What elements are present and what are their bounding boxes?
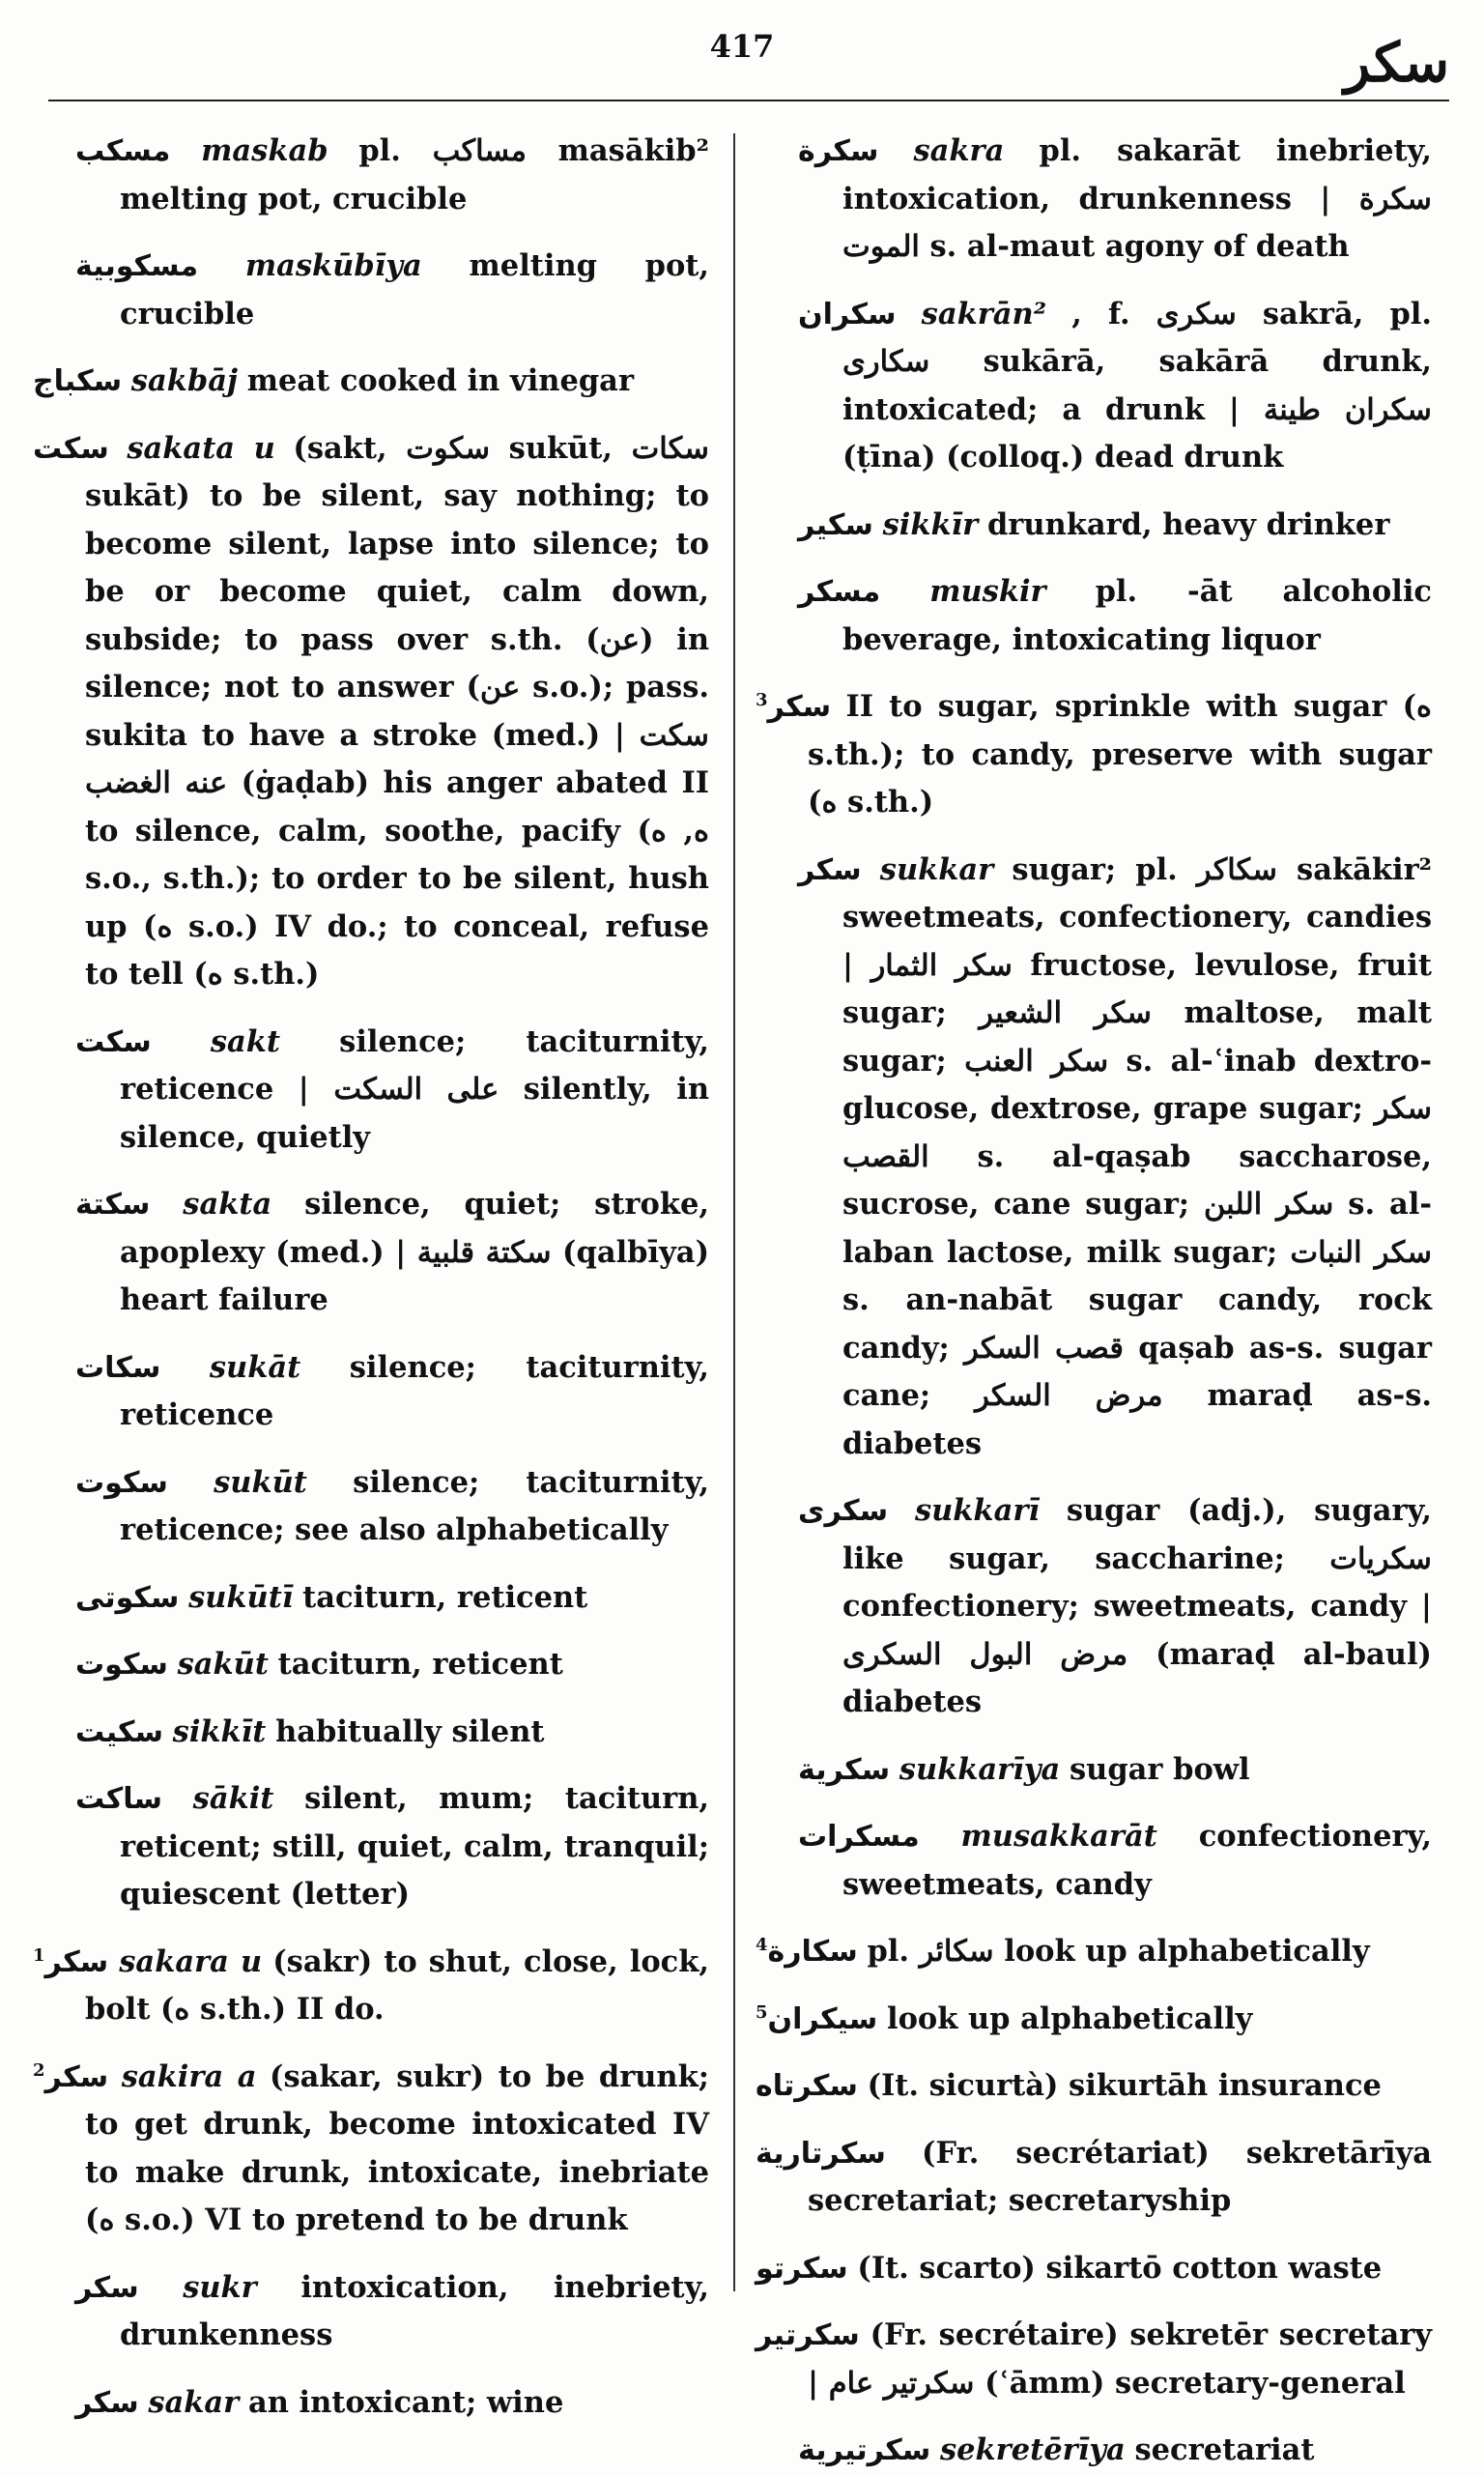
definition: pl. sakarāt inebriety, intoxication, drunkenness | سكرة الموت s. al-maut agony of death [842, 133, 1432, 264]
dictionary-entry [33, 1019, 709, 1163]
arabic-headword: مسكر [798, 575, 881, 609]
arabic-headword: سكرية [798, 1752, 891, 1787]
arabic-headword: سكارة [767, 1935, 858, 1969]
arabic-headword: سكرى [798, 1494, 889, 1528]
definition: (It. scarto) sikartō cotton waste [857, 2250, 1383, 2286]
page-number: 417 [709, 28, 775, 65]
dictionary-entry [756, 1996, 1432, 2044]
transliteration: sakta [183, 1187, 272, 1222]
definition: taciturn, reticent [302, 1579, 588, 1615]
dictionary-entry [756, 1928, 1432, 1976]
dictionary-entry [756, 2130, 1432, 2226]
right-column [756, 128, 1433, 2467]
definition: an intoxicant; wine [247, 2384, 564, 2420]
transliteration: sakar [148, 2384, 240, 2420]
homonym-number: 2 [33, 2059, 45, 2081]
arabic-headword: سكوت [75, 1465, 168, 1500]
arabic-headword: سكوتى [75, 1580, 180, 1615]
definition: II to sugar, sprinkle with sugar (ه s.th.); to candy, preserve with sugar (ه s.th.) [808, 689, 1432, 820]
header-rule [48, 100, 1449, 101]
transliteration: sukāt [209, 1349, 301, 1385]
dictionary-entry [756, 2062, 1432, 2111]
arabic-headword: سكرتير [756, 2318, 860, 2352]
dictionary-entry [33, 1459, 709, 1555]
transliteration: sakra [913, 133, 1005, 168]
arabic-headword: سكرتو [756, 2251, 848, 2286]
dictionary-entry [33, 243, 709, 338]
transliteration: sikkīt [172, 1713, 267, 1749]
transliteration: musakkarāt [960, 1819, 1157, 1854]
definition: confectionery, sweetmeats, candy [842, 1819, 1432, 1902]
arabic-headword: مسكوبية [75, 249, 199, 283]
dictionary-entry [756, 1487, 1432, 1727]
definition: (sakr) to shut, close, lock, bolt (ه s.th.) II do. [85, 1943, 709, 2027]
definition: (sakt, سكوت sukūt, سكات sukāt) to be silent, say nothing; to become silent, lapse into silence; to be or become quiet, calm down, subside; to pass over s.th. (عن) in silence; not to answer (عن s.o.); pass. sukita to have a stroke (med.) | سكت عنه الغضب (ġaḍab) his anger abated II to silence, calm, soothe, pacify (ه, ه s.o., s.th.); to order to be silent, hush up (ه s.o.) IV do.; to conceal, refuse to tell (ه s.th.) [85, 430, 709, 992]
definition: habitually silent [275, 1713, 545, 1749]
arabic-headword: سكر [75, 2270, 139, 2305]
transliteration: sukkarīya [899, 1751, 1061, 1787]
definition: (Fr. secrétariat) sekretārīya secretariat; secretaryship [808, 2135, 1432, 2218]
definition: taciturn, reticent [277, 1647, 563, 1682]
definition: drunkard, heavy drinker [986, 506, 1390, 542]
transliteration: sakt [210, 1023, 281, 1059]
definition: look up alphabetically [886, 2000, 1253, 2036]
definition: intoxication, inebriety, drunkenness [120, 2269, 710, 2352]
definition: pl. سكائر look up alphabetically [867, 1934, 1370, 1969]
dictionary-entry [756, 683, 1432, 827]
definition: silent, mum; taciturn, reticent; still, quiet, calm, tranquil; quiescent (letter) [120, 1781, 709, 1912]
dictionary-entry [33, 1775, 709, 1919]
definition: , f. سكرى sakrā, pl. سكارى sukārā, sakārā drunk, intoxicated; a drunk | سكران طينة (ṭīna) (colloq.) dead drunk [842, 296, 1432, 475]
page-header [0, 0, 1484, 101]
arabic-headword: سكتة [75, 1188, 151, 1222]
definition: (Fr. secrétaire) sekretēr secretary | سكرتير عام (ʿāmm) secretary-general [808, 2317, 1433, 2401]
dictionary-entry [33, 1709, 709, 1757]
arabic-headword: سكر [44, 1944, 109, 1979]
transliteration: maskūbīya [244, 248, 422, 283]
definition: sugar bowl [1070, 1751, 1250, 1787]
dictionary-entry [33, 1574, 709, 1623]
dictionary-entry [33, 1939, 709, 2034]
left-column [33, 128, 710, 2420]
arabic-headword: سكرتيرية [798, 2433, 931, 2467]
transliteration: muskir [929, 574, 1046, 609]
transliteration: sukūtī [188, 1579, 294, 1615]
arabic-headword: سكر [75, 2385, 139, 2420]
arabic-headword: سكيت [75, 1714, 163, 1749]
dictionary-entry [33, 2264, 709, 2360]
definition: sugar (adj.), sugary, like sugar, saccharine; سكريات confectionery; sweetmeats, candy | مرض البول السكرى (maraḍ al-baul) diabetes [842, 1493, 1432, 1719]
arabic-headword: سكرة [798, 134, 879, 168]
dictionary-entry [756, 2245, 1432, 2293]
dictionary-entry [756, 1813, 1432, 1909]
transliteration: sākit [192, 1781, 274, 1816]
definition: pl. -āt alcoholic beverage, intoxicating liquor [842, 574, 1432, 657]
transliteration: sakira a [121, 2058, 257, 2094]
dictionary-entry [33, 1181, 709, 1325]
transliteration: sukūt [214, 1464, 307, 1500]
dictionary-entry [33, 128, 709, 223]
definition: secretariat [1134, 2432, 1315, 2467]
dictionary-entry [756, 847, 1432, 1469]
homonym-number: 5 [756, 2001, 768, 2023]
definition: meat cooked in vinegar [246, 363, 635, 398]
homonym-number: 1 [33, 1944, 45, 1966]
transliteration: sukkar [879, 851, 994, 887]
definition: sugar; pl. سكاكر sakākir² sweetmeats, confectionery, candies | سكر الثمار fructose, levulose, fruit sugar; سكر الشعير maltose, malt sugar; سكر العنب s. al-ʿinab dextro-glucose, dextrose, grape sugar; سكر القصب s. al-qaṣab saccharose, sucrose, cane sugar; سكر اللبن s. al-laban lactose, milk sugar; سكر النبات s. an-nabāt sugar candy, rock candy; قصب السكر qaṣab as-s. sugar cane; مرض السكر maraḍ as-s. diabetes [842, 851, 1432, 1461]
arabic-headword: سكير [798, 507, 873, 542]
arabic-headword: سيكران [767, 2001, 878, 2036]
transliteration: maskab [201, 133, 328, 168]
dictionary-entry [756, 1746, 1432, 1795]
dictionary-entry [33, 2379, 709, 2428]
dictionary-entry [756, 2312, 1432, 2407]
arabic-headword: سكر [44, 2059, 109, 2094]
definition: (It. sicurtà) sikurtāh insurance [867, 2068, 1382, 2103]
arabic-headword: سكت [75, 1024, 152, 1059]
arabic-headword: ساكت [75, 1782, 162, 1816]
dictionary-entry [33, 1344, 709, 1440]
transliteration: sakūt [177, 1647, 269, 1682]
homonym-number: 3 [756, 689, 768, 710]
transliteration: sakata u [127, 430, 275, 466]
arabic-headword: مسكرات [798, 1820, 920, 1854]
arabic-headword: سكر [798, 852, 862, 887]
dictionary-entry [33, 2054, 709, 2245]
arabic-headword: سكات [75, 1350, 161, 1385]
definition: (sakar, sukr) to be drunk; to get drunk, become intoxicated IV to make drunk, intoxicate, inebriate (ه s.o.) VI to pretend to be drunk [85, 2058, 710, 2237]
arabic-headword: سكرتاه [756, 2069, 858, 2103]
definition: silence, quiet; stroke, apoplexy (med.) | سكتة قلبية (qalbīya) heart failure [120, 1187, 709, 1317]
definition: silence; taciturnity, reticence | على السكت silently, in silence, quietly [120, 1023, 710, 1155]
running-headword: سكر [1344, 31, 1449, 95]
dictionary-entry [756, 128, 1432, 272]
transliteration: sikkīr [882, 506, 979, 542]
transliteration: sukr [183, 2269, 257, 2305]
definition: silence; taciturnity, reticence; see also alphabetically [120, 1464, 709, 1547]
dictionary-entry [756, 568, 1432, 664]
transliteration: sekretērīya [939, 2432, 1126, 2467]
dictionary-entry [756, 502, 1432, 550]
arabic-headword: سكت [33, 431, 109, 466]
definition: silence; taciturnity, reticence [120, 1349, 709, 1432]
arabic-headword: سكباج [33, 364, 123, 398]
dictionary-entry [33, 1641, 709, 1689]
transliteration: sakara u [119, 1943, 263, 1979]
dictionary-entry [33, 358, 709, 406]
arabic-headword: سكرتارية [756, 2136, 886, 2171]
dictionary-entry [756, 2427, 1432, 2475]
definition: pl. مساكب masākib² melting pot, crucible [120, 133, 709, 216]
transliteration: sukkarī [914, 1493, 1040, 1528]
definition: melting pot, crucible [120, 248, 710, 331]
arabic-headword: سكران [798, 297, 897, 331]
dictionary-entry [756, 291, 1432, 482]
arabic-headword: سكوت [75, 1648, 168, 1682]
transliteration: sakbāj [130, 363, 238, 398]
transliteration: sakrān² [921, 296, 1047, 331]
column-divider [733, 133, 735, 2291]
dictionary-entry [33, 425, 709, 999]
arabic-headword: مسكب [75, 134, 171, 168]
arabic-headword: سكر [767, 690, 832, 724]
homonym-number: 4 [756, 1934, 768, 1955]
